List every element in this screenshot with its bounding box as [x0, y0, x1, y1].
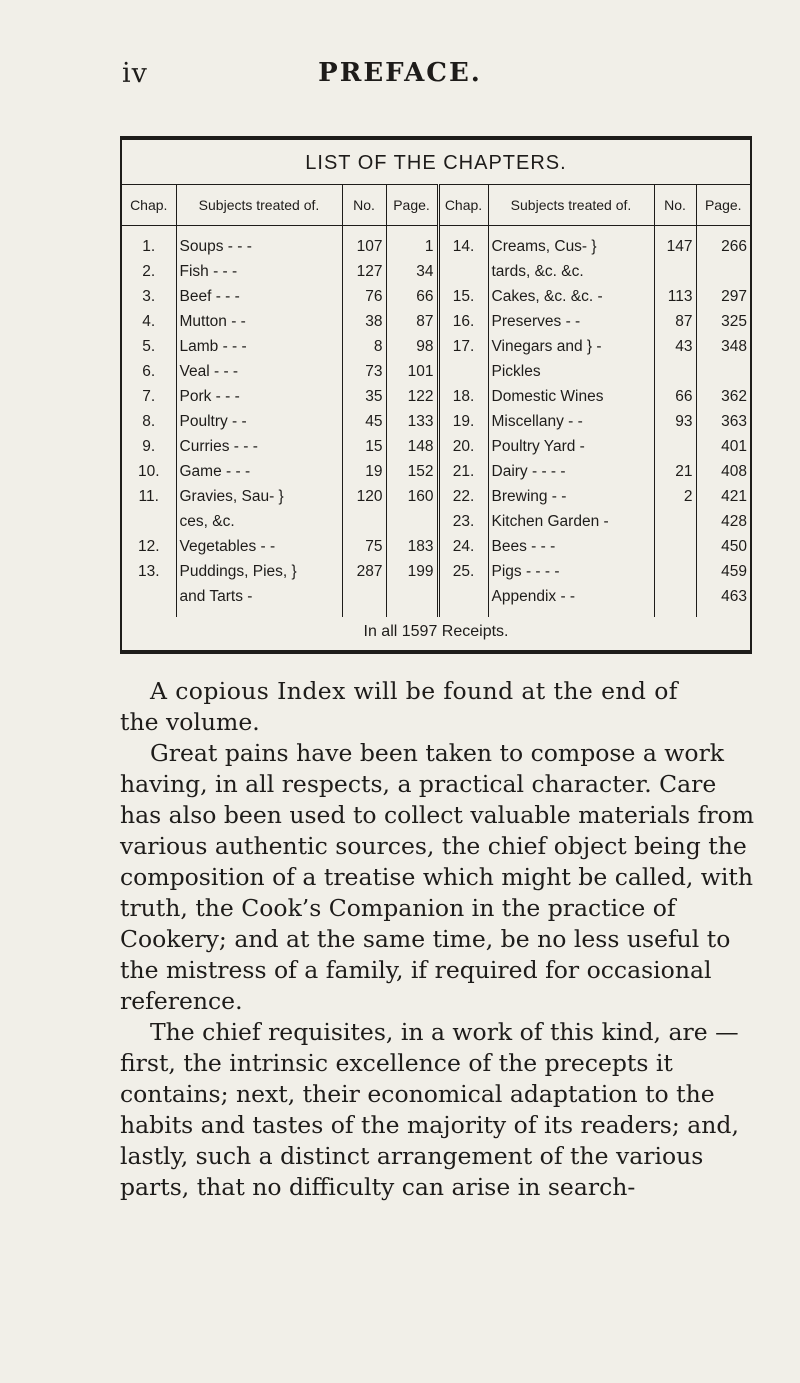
table-cell-rchap: 15. [438, 284, 488, 309]
chapter-table-header [122, 185, 750, 226]
table-cell-lchap: 6. [142, 362, 156, 380]
table-cell-rpage: 266 [696, 234, 750, 259]
table-cell-lno: 15 [342, 434, 386, 459]
table-cell-lchap [122, 509, 176, 534]
page-number: iv [122, 58, 148, 89]
table-cell-lchap [122, 584, 176, 609]
table-cell-lno [342, 509, 386, 534]
table-cell-lno: 19 [342, 459, 386, 484]
table-cell-lno: 73 [342, 359, 386, 384]
preface-text [120, 676, 760, 1203]
table-row [122, 234, 750, 259]
table-cell-lno: 76 [342, 284, 386, 309]
table-cell-rno [654, 434, 696, 459]
table-cell-lsub: Beef - - - [176, 284, 342, 309]
table-cell-lpage: 122 [386, 384, 438, 409]
table-cell-rsub: Cakes, &c. &c. - [488, 284, 654, 309]
table-row [122, 584, 750, 609]
table-cell-rchap: 14. [438, 234, 488, 259]
table-row [122, 384, 750, 409]
table-cell-lpage [386, 584, 438, 609]
table-cell-rsub: Creams, Cus- } [488, 234, 654, 259]
chapter-table-body [122, 226, 750, 618]
table-cell-lsub: Gravies, Sau- } [176, 484, 342, 509]
table-cell-rsub: Domestic Wines [488, 384, 654, 409]
table-cell-rchap: 18. [438, 384, 488, 409]
col-header-page-right: Page. [696, 185, 750, 226]
table-cell-lno: 45 [342, 409, 386, 434]
table-row [122, 509, 750, 534]
table-cell-lpage: 34 [386, 259, 438, 284]
table-cell-rpage: 325 [696, 309, 750, 334]
table-cell-lpage: 160 [386, 484, 438, 509]
col-header-subjects-right: Subjects treated of. [488, 185, 654, 226]
paragraph-index-line2: the volume. [120, 708, 260, 736]
table-cell-rsub: tards, &c. &c. [488, 259, 654, 284]
table-cell-rsub: Kitchen Garden - [488, 509, 654, 534]
table-cell-lpage: 199 [386, 559, 438, 584]
table-cell-rchap: 20. [438, 434, 488, 459]
table-cell-rno: 93 [654, 409, 696, 434]
table-cell-rno [654, 259, 696, 284]
table-cell-lpage [386, 509, 438, 534]
table-cell-lsub: Pork - - - [176, 384, 342, 409]
table-row [122, 259, 750, 284]
table-row [122, 334, 750, 359]
table-cell-rsub: Preserves - - [488, 309, 654, 334]
table-cell-rno: 21 [654, 459, 696, 484]
table-row [122, 359, 750, 384]
table-cell-lsub: Veal - - - [176, 359, 342, 384]
table-cell-rchap: 16. [438, 309, 488, 334]
table-row [122, 459, 750, 484]
table-cell-rpage [696, 359, 750, 384]
col-header-page-left: Page. [386, 185, 438, 226]
table-cell-rsub: Pigs - - - - [488, 559, 654, 584]
table-cell-rsub: Dairy - - - - [488, 459, 654, 484]
table-cell-lpage: 101 [386, 359, 438, 384]
table-row [122, 534, 750, 559]
running-title: PREFACE. [318, 58, 482, 88]
table-cell-rsub: Poultry Yard - [488, 434, 654, 459]
table-row [122, 484, 750, 509]
table-cell-lsub: Puddings, Pies, } [176, 559, 342, 584]
table-cell-lno [342, 584, 386, 609]
table-cell-lno: 75 [342, 534, 386, 559]
table-cell-lpage: 98 [386, 334, 438, 359]
table-cell-lchap: 1. [142, 237, 156, 255]
table-cell-lchap: 11. [138, 487, 159, 505]
table-cell-lsub: Curries - - - [176, 434, 342, 459]
table-cell-lchap: 5. [142, 337, 156, 355]
table-cell-rchap [438, 259, 488, 284]
table-cell-lsub: Mutton - - [176, 309, 342, 334]
table-cell-lsub: Fish - - - [176, 259, 342, 284]
table-cell-rchap [438, 584, 488, 609]
table-cell-lchap: 9. [142, 437, 156, 455]
table-cell-rpage: 363 [696, 409, 750, 434]
table-cell-rsub: Vinegars and } - [488, 334, 654, 359]
col-header-no-right: No. [654, 185, 696, 226]
table-cell-lchap: 4. [142, 312, 156, 330]
table-cell-rpage: 401 [696, 434, 750, 459]
table-cell-lsub: Lamb - - - [176, 334, 342, 359]
table-cell-lsub: Poultry - - [176, 409, 342, 434]
table-cell-lpage: 183 [386, 534, 438, 559]
table-cell-rno [654, 509, 696, 534]
paragraph-chief-requisites: The chief requisites, in a work of this kind, are —first, the intrinsic excellence of the precepts it contains; next, their economical adaptation to the habits and tastes of the majority of its readers; and, lastly, such a distinct arrangement of the various parts, that no difficulty can arise in search- [120, 1018, 739, 1201]
table-cell-lpage: 1 [386, 234, 438, 259]
table-cell-rchap: 19. [438, 409, 488, 434]
table-cell-rpage: 362 [696, 384, 750, 409]
table-cell-lno: 8 [342, 334, 386, 359]
table-cell-rsub: Bees - - - [488, 534, 654, 559]
table-cell-rno: 147 [654, 234, 696, 259]
table-cell-rno: 43 [654, 334, 696, 359]
table-cell-rchap [438, 359, 488, 384]
table-row [122, 559, 750, 584]
table-row [122, 284, 750, 309]
paragraph-index-line1: A copious Index will be found at the end of [150, 677, 678, 705]
table-cell-lpage: 87 [386, 309, 438, 334]
table-cell-lpage: 152 [386, 459, 438, 484]
table-cell-rpage: 450 [696, 534, 750, 559]
table-cell-lpage: 148 [386, 434, 438, 459]
table-cell-rno [654, 584, 696, 609]
col-header-no-left: No. [342, 185, 386, 226]
table-row [122, 434, 750, 459]
table-cell-lpage: 66 [386, 284, 438, 309]
chapter-list-box [120, 136, 752, 654]
col-header-chap-left: Chap. [122, 185, 176, 226]
table-cell-lchap: 12. [137, 537, 160, 555]
table-cell-lchap: 8. [142, 412, 156, 430]
table-cell-rsub: Appendix - - [488, 584, 654, 609]
table-cell-rsub: Pickles [488, 359, 654, 384]
table-cell-lsub: Soups - - - [176, 234, 342, 259]
receipts-total: In all 1597 Receipts. [363, 623, 509, 640]
table-cell-lchap: 13. [137, 562, 160, 580]
table-cell-rpage: 408 [696, 459, 750, 484]
table-cell-rno: 66 [654, 384, 696, 409]
chapter-list-title: LIST OF THE CHAPTERS. [305, 152, 567, 174]
table-cell-lpage: 133 [386, 409, 438, 434]
table-cell-rsub: Miscellany - - [488, 409, 654, 434]
table-cell-lchap: 3. [142, 287, 156, 305]
table-cell-rno [654, 559, 696, 584]
paragraph-great-pains: Great pains have been taken to compose a work having, in all respects, a practical character. Care has also been used to collect valuable materials from various authentic sources, the chief object being the composition of a treatise which might be called, with truth, the Cook’s Companion in the practice of Cookery; and at the same time, be no less useful to the mistress of a family, if required for occasional reference. [120, 739, 755, 1015]
table-cell-rpage: 348 [696, 334, 750, 359]
table-cell-rno: 2 [654, 484, 696, 509]
table-cell-rchap: 24. [438, 534, 488, 559]
table-cell-rchap: 25. [438, 559, 488, 584]
table-cell-lno: 127 [342, 259, 386, 284]
table-cell-rpage: 459 [696, 559, 750, 584]
table-cell-rpage: 421 [696, 484, 750, 509]
page-header [0, 58, 800, 98]
table-cell-lsub: Vegetables - - [176, 534, 342, 559]
table-cell-lchap: 7. [142, 387, 156, 405]
table-cell-lno: 35 [342, 384, 386, 409]
table-cell-lsub: ces, &c. [176, 509, 342, 534]
table-cell-rpage [696, 259, 750, 284]
table-cell-lsub: and Tarts - [176, 584, 342, 609]
table-cell-rpage: 463 [696, 584, 750, 609]
table-cell-lchap: 2. [142, 262, 156, 280]
table-row [122, 409, 750, 434]
table-cell-lsub: Game - - - [176, 459, 342, 484]
table-cell-rpage: 297 [696, 284, 750, 309]
table-cell-rchap: 21. [438, 459, 488, 484]
chapter-table [122, 184, 750, 617]
table-cell-rchap: 22. [438, 484, 488, 509]
table-cell-rno [654, 534, 696, 559]
table-cell-rsub: Brewing - - [488, 484, 654, 509]
table-cell-rno [654, 359, 696, 384]
table-cell-rno: 113 [654, 284, 696, 309]
table-cell-rchap: 17. [438, 334, 488, 359]
col-header-chap-right: Chap. [438, 185, 488, 226]
table-cell-lno: 38 [342, 309, 386, 334]
table-cell-rpage: 428 [696, 509, 750, 534]
table-row [122, 309, 750, 334]
col-header-subjects-left: Subjects treated of. [176, 185, 342, 226]
table-cell-rno: 87 [654, 309, 696, 334]
table-cell-lchap: 10. [137, 462, 160, 480]
table-cell-rchap: 23. [438, 509, 488, 534]
table-cell-lno: 287 [342, 559, 386, 584]
table-cell-lno: 107 [342, 234, 386, 259]
table-cell-lno: 120 [342, 484, 386, 509]
